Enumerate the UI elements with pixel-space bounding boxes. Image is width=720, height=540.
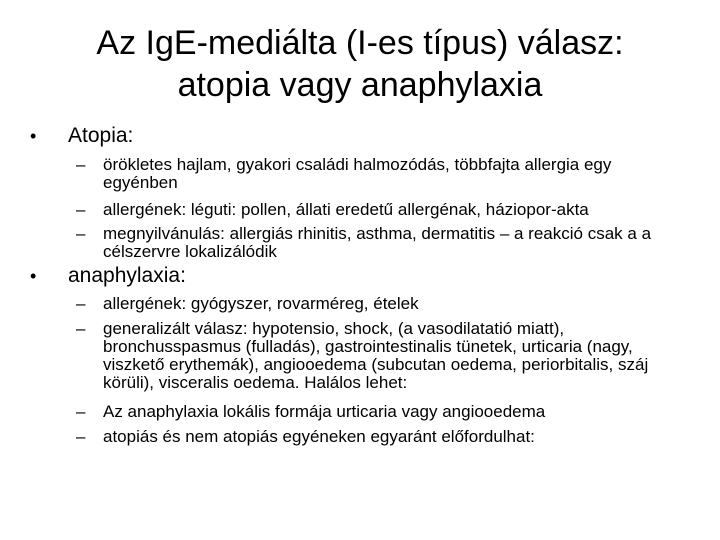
- sub-item-anaphylaxia-4: [76, 428, 686, 446]
- dash-icon: –: [76, 427, 86, 446]
- sub-item-text: generalizált válasz: hypotensio, shock, (a vasodilatatió miatt), bronchusspasmus (fulladás), gastrointestinalis tünetek, urticaria (nagy, viszkető erythemák), angiooedema (subcutan oedema, periorbitalis, száj körüli), visceralis oedema. Halálos lehet:: [103, 319, 649, 392]
- sub-item-text: atopiás és nem atopiás egyéneken egyaránt előfordulhat:: [103, 427, 535, 446]
- bullet-atopia: [30, 124, 133, 148]
- sub-item-text: allergének: gyógyszer, rovarméreg, ételek: [103, 294, 419, 313]
- slide-title: [20, 22, 700, 106]
- sub-item-text: megnyilvánulás: allergiás rhinitis, asthma, dermatitis – a reakció csak a a célszervre lokalizálódik: [103, 224, 652, 261]
- dash-icon: –: [76, 319, 86, 338]
- sub-item-anaphylaxia-3: [76, 403, 686, 421]
- bullet-heading-anaphylaxia: anaphylaxia:: [68, 264, 186, 287]
- dash-icon: –: [76, 155, 86, 174]
- sub-item-anaphylaxia-1: [76, 295, 686, 313]
- bullet-heading-atopia: Atopia:: [68, 124, 134, 147]
- sub-item-text: Az anaphylaxia lokális formája urticaria vagy angiooedema: [103, 402, 546, 421]
- dash-icon: –: [76, 200, 86, 219]
- sub-item-atopia-1: [76, 156, 686, 192]
- dash-icon: –: [76, 402, 86, 421]
- dash-icon: –: [76, 294, 86, 313]
- sub-item-text: örökletes hajlam, gyakori családi halmozódás, többfajta allergia egy egyénben: [103, 155, 612, 192]
- sub-item-text: allergének: léguti: pollen, állati eredetű allergénak, háziopor-akta: [103, 200, 589, 219]
- sub-item-atopia-2: [76, 201, 686, 219]
- sub-item-anaphylaxia-2: [76, 320, 686, 392]
- slide-title-line-1: Az IgE-mediálta (I-es típus) válasz:: [96, 24, 624, 62]
- dash-icon: –: [76, 224, 86, 243]
- bullet-dot-icon: •: [30, 266, 37, 286]
- bullet-anaphylaxia: [30, 264, 186, 288]
- sub-item-atopia-3: [76, 225, 686, 261]
- slide-title-line-2: atopia vagy anaphylaxia: [177, 66, 543, 104]
- bullet-dot-icon: •: [30, 126, 37, 146]
